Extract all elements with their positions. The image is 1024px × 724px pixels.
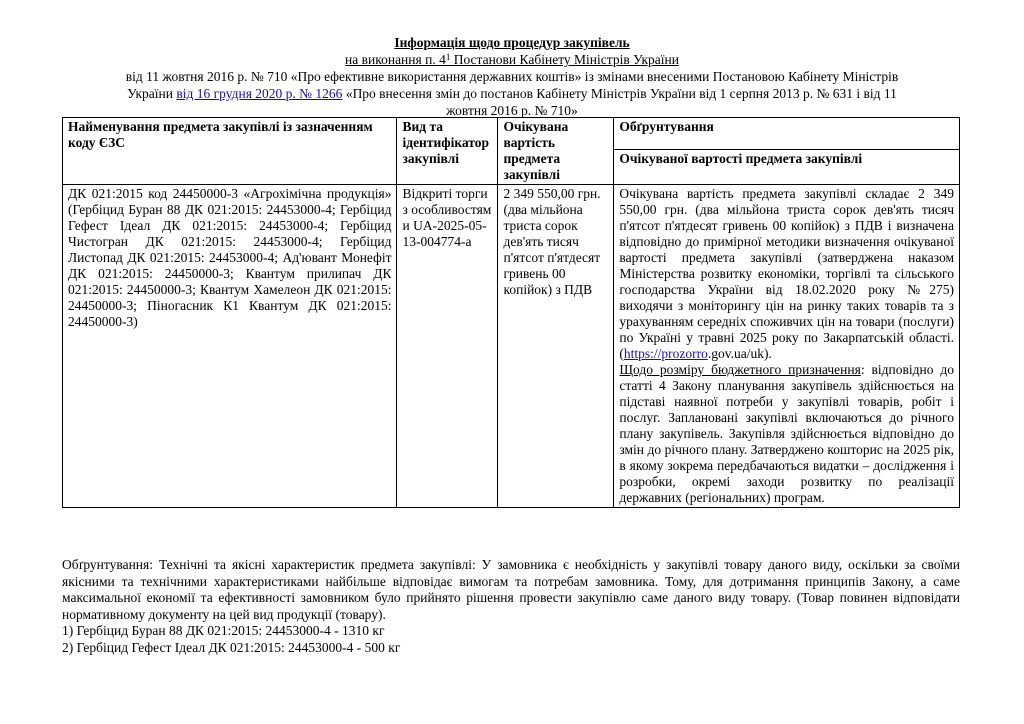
header-line-4-post: «Про внесення змін до постанов Кабінету Міністрів України від 1 серпня 2013 р. № 631 і від 11	[342, 86, 897, 101]
footer-paragraph: Обґрунтування: Технічні та якісні характеристик предмета закупівлі: У замовника є необхідність у закупівлі товару даного виду, оскільки за своїми якісними та технічними характеристиками найбільше відповідає вимогам та потребам замовника. Тому, для дотримання принципів Закону, а саме максимальної економії та ефективності замовником було прийнято рішення провести закупівлю саме даного виду товару. (Товар повинен відповідати нормативному документу на цей вид продукції (товару).	[62, 557, 960, 622]
header-line-5: жовтня 2016 р. № 710»	[446, 103, 578, 118]
header-line-2-post: Постанови Кабінету Міністрів України	[450, 52, 679, 67]
procedure-text-pre: Відкриті торги з особливостям	[402, 186, 492, 217]
header-line-4	[60, 85, 964, 102]
header-line-2	[60, 51, 964, 68]
resolution-link[interactable]: від 16 грудня 2020 р. № 1266	[176, 86, 343, 101]
header-line-2-sup: 1	[445, 52, 451, 62]
justification-text: Очікувана вартість предмета закупівлі складає 2 349 550,00 грн. (два мільйона триста сорок дев'ять тисяч п'ятсот п'ятдесят гривень 00 копійок) з ПДВ і визначена відповідно до примірної методики визначення очікуваної вартості предмета закупівлі (затверджена наказом Міністерства розвитку економіки, торгівлі та сільського господарства України від 18.02.2020 року №275) виходячи з моніторингу цін на ринку таких товарів та з урахуванням середніх споживчих цін на товари (послуги) по Україні у травні 2025 року по Закарпатській області. (	[619, 186, 954, 361]
list-item: 2) Гербіцид Гефест Ідеал ДК 021:2015: 24453000-4 - 500 кг	[62, 639, 401, 655]
document-title: Інформація щодо процедур закупівель	[394, 35, 630, 50]
col-justification-header: Обґрунтування	[614, 118, 960, 150]
header-line-4-pre: України	[127, 86, 177, 101]
table-row	[63, 185, 960, 508]
justification-text-end: .gov.ua/uk).	[707, 346, 772, 361]
col-subject-header: Найменування предмета закупівлі із зазначенням коду ЄЗС	[63, 118, 397, 185]
col-justification-subheader: Очікуваної вартості предмета закупівлі	[614, 150, 960, 185]
procurement-table	[62, 117, 960, 508]
document-header	[60, 34, 964, 119]
list-item: 1) Гербіцид Буран 88 ДК 021:2015: 24453000-4 - 1310 кг	[62, 623, 385, 638]
footer-section	[62, 557, 960, 656]
col-value-header: Очікувана вартість предмета закупівлі	[498, 118, 614, 185]
col-procedure-header: Вид та ідентифікатор закупівлі	[397, 118, 498, 185]
prozorro-link[interactable]: https://prozorro	[623, 346, 708, 361]
budget-label: Щодо розміру бюджетного призначення	[619, 362, 861, 377]
table-header-row	[63, 118, 960, 150]
subject-cell: ДК 021:2015 код 24450000-3 «Агрохімічна продукція» (Гербіцид Буран 88 ДК 021:2015: 24453000-4; Гербіцид Гефест Ідеал ДК 021:2015: 24453000-4; Гербіцид Чистогран ДК 021:2015: 24453000-4; Гербіцид Листопад ДК 021:2015: 24453000-4; Ад'ювант Монефіт ДК 021:2015: 24450000-3; Квантум прилипач ДК 021:2015: 24450000-3; Квантум Хамелеон ДК 021:2015: 24450000-3; Піногасник К1 Квантум ДК 021:2015: 24450000-3)	[63, 185, 397, 508]
budget-text: : відповідно до статті 4 Закону планування закупівель здійснюється на підставі наявної потреби у закупівлі товарів, робіт і послуг. Заплановані закупівлі включаються до річного плану закупівель. Закупівля здійснюється відповідно до змін до річного плану. Затверджено кошторис на 2025 рік, в якому зокрема передбачаються видатки – дослідження і розробки, окремі заходи розвитку по реалізації державних (регіональних) програм.	[619, 362, 954, 505]
procedure-cell	[397, 185, 498, 508]
justification-cell	[614, 185, 960, 508]
procedure-text-post: и UA-2025-05-13-004774-а	[402, 218, 487, 249]
header-line-3: від 11 жовтня 2016 р. № 710 «Про ефективне використання державних коштів» із змінами внесеними Постановою Кабінету Міністрів	[125, 69, 899, 84]
header-line-2-pre: на виконання п. 4	[345, 52, 446, 67]
value-cell: 2 349 550,00 грн. (два мільйона триста сорок дев'ять тисяч п'ятсот п'ятдесят гривень 00 копійок) з ПДВ	[498, 185, 614, 508]
